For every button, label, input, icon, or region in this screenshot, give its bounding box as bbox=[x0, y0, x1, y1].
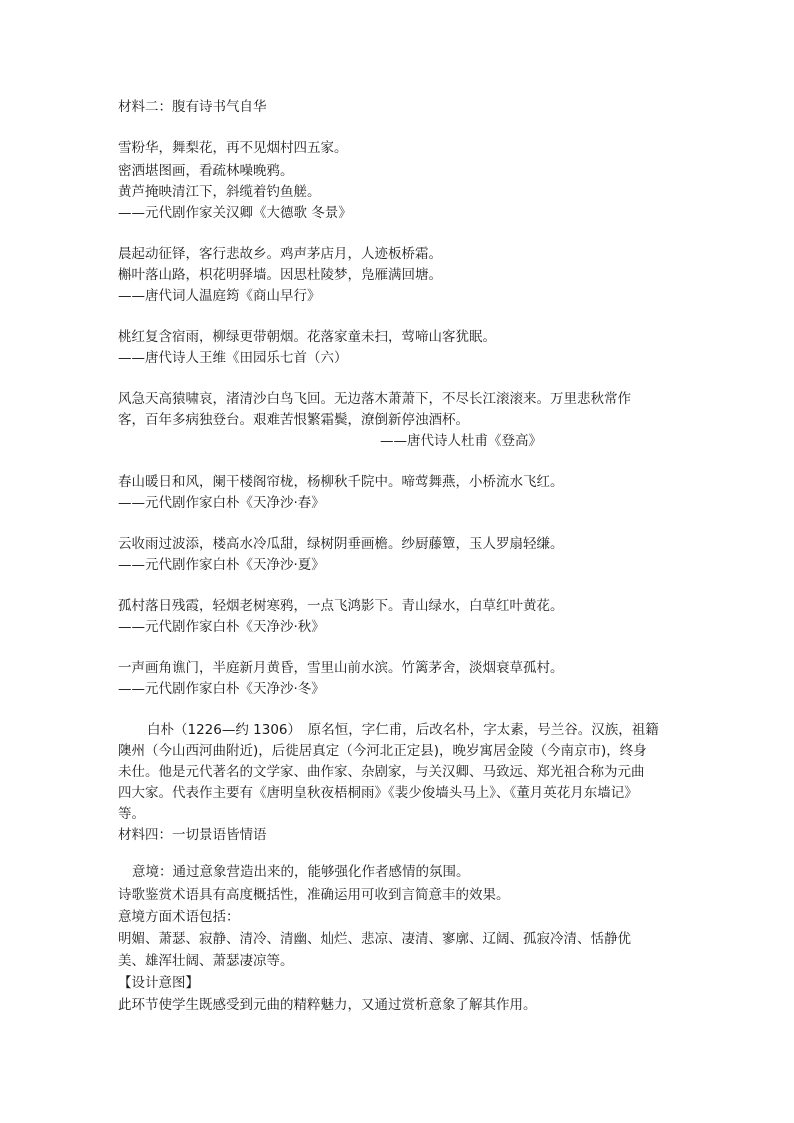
poem-5-line-1: 春山暖日和风，阑干楼阁帘栊，杨柳秋千院中。啼莺舞燕，小桥流水飞红。 bbox=[118, 474, 564, 490]
bio-line-5: 等。 bbox=[118, 806, 145, 822]
poem-1-line-1: 雪粉华，舞梨花，再不见烟村四五家。 bbox=[118, 140, 348, 156]
poem-5-attribution: ——元代剧作家白朴《天净沙·春》 bbox=[118, 495, 325, 511]
terms-line-4: 明媚、萧瑟、寂静、清冷、清幽、灿烂、悲凉、凄清、寥廓、辽阔、孤寂冷清、恬静优 bbox=[118, 931, 631, 947]
poem-4-line-2: 客，百年多病独登台。艰难苦恨繁霜鬓，潦倒新停浊酒杯。 bbox=[118, 412, 469, 428]
bio-line-3: 未仕。他是元代著名的文学家、曲作家、杂剧家，与关汉卿、马致远、郑光祖合称为元曲 bbox=[118, 764, 645, 780]
design-intent-text: 此环节使学生既感受到元曲的精粹魅力，又通过赏析意象了解其作用。 bbox=[118, 997, 537, 1013]
poem-1-line-3: 黄芦掩映清江下，斜缆着钓鱼艖。 bbox=[118, 184, 321, 200]
terms-line-1: 意境：通过意象营造出来的，能够强化作者感情的氛围。 bbox=[132, 864, 470, 880]
terms-line-5: 美、雄浑壮阔、萧瑟凄凉等。 bbox=[118, 953, 294, 969]
bio-line-2: 隩州（今山西河曲附近)，后徙居真定（今河北正定县)，晚岁寓居金陵（今南京市)，终身 bbox=[118, 743, 647, 759]
section-heading-2: 材料二：腹有诗书气自华 bbox=[118, 99, 267, 115]
poem-3-attribution: ——唐代诗人王维《田园乐七首（六） bbox=[118, 350, 348, 366]
poem-4-line-1: 风急天高猿啸哀，渚清沙白鸟飞回。无边落木萧萧下，不尽长江滚滚来。万里悲秋常作 bbox=[118, 391, 631, 407]
poem-6-attribution: ——元代剧作家白朴《天净沙·夏》 bbox=[118, 557, 325, 573]
poem-8-attribution: ——元代剧作家白朴《天净沙·冬》 bbox=[118, 681, 325, 697]
bio-line-4: 四大家。代表作主要有《唐明皇秋夜梧桐雨》《裴少俊墙头马上》、《董月英花月东墙记》 bbox=[118, 785, 638, 801]
terms-line-2: 诗歌鉴赏术语具有高度概括性，准确运用可收到言简意丰的效果。 bbox=[118, 887, 510, 903]
poem-1-attribution: ——元代剧作家关汉卿《大德歌 冬景》 bbox=[118, 205, 352, 221]
poem-3-line-1: 桃红复含宿雨，柳绿更带朝烟。花落家童未扫，莺啼山客犹眠。 bbox=[118, 329, 496, 345]
poem-2-line-1: 晨起动征铎，客行悲故乡。鸡声茅店月，人迹板桥霜。 bbox=[118, 246, 442, 262]
bio-line-1: 白朴（1226—约 1306） 原名恒，字仁甫，后改名朴，字太素，号兰谷。汉族，祖籍 bbox=[147, 722, 659, 738]
poem-2-attribution: ——唐代词人温庭筠《商山早行》 bbox=[118, 288, 321, 304]
design-intent-label: 【设计意图】 bbox=[118, 975, 199, 991]
poem-4-attribution: ——唐代诗人杜甫《登高》 bbox=[380, 433, 542, 449]
poem-6-line-1: 云收雨过波添，楼高水冷瓜甜，绿树阴垂画檐。纱厨藤簟，玉人罗扇轻缣。 bbox=[118, 536, 564, 552]
poem-7-attribution: ——元代剧作家白朴《天净沙·秋》 bbox=[118, 619, 325, 635]
poem-8-line-1: 一声画角谯门，半庭新月黄昏，雪里山前水滨。竹篱茅舍，淡烟衰草孤村。 bbox=[118, 660, 564, 676]
poem-2-line-2: 槲叶落山路，枳花明驿墙。因思杜陵梦，凫雁满回塘。 bbox=[118, 267, 442, 283]
poem-7-line-1: 孤村落日残霞，轻烟老树寒鸦，一点飞鸿影下。青山绿水，白草红叶黄花。 bbox=[118, 598, 564, 614]
terms-line-3: 意境方面术语包括： bbox=[118, 909, 240, 925]
poem-1-line-2: 密洒堪图画，看疏林噪晚鸦。 bbox=[118, 163, 294, 179]
section-heading-4: 材料四：一切景语皆情语 bbox=[118, 827, 267, 843]
